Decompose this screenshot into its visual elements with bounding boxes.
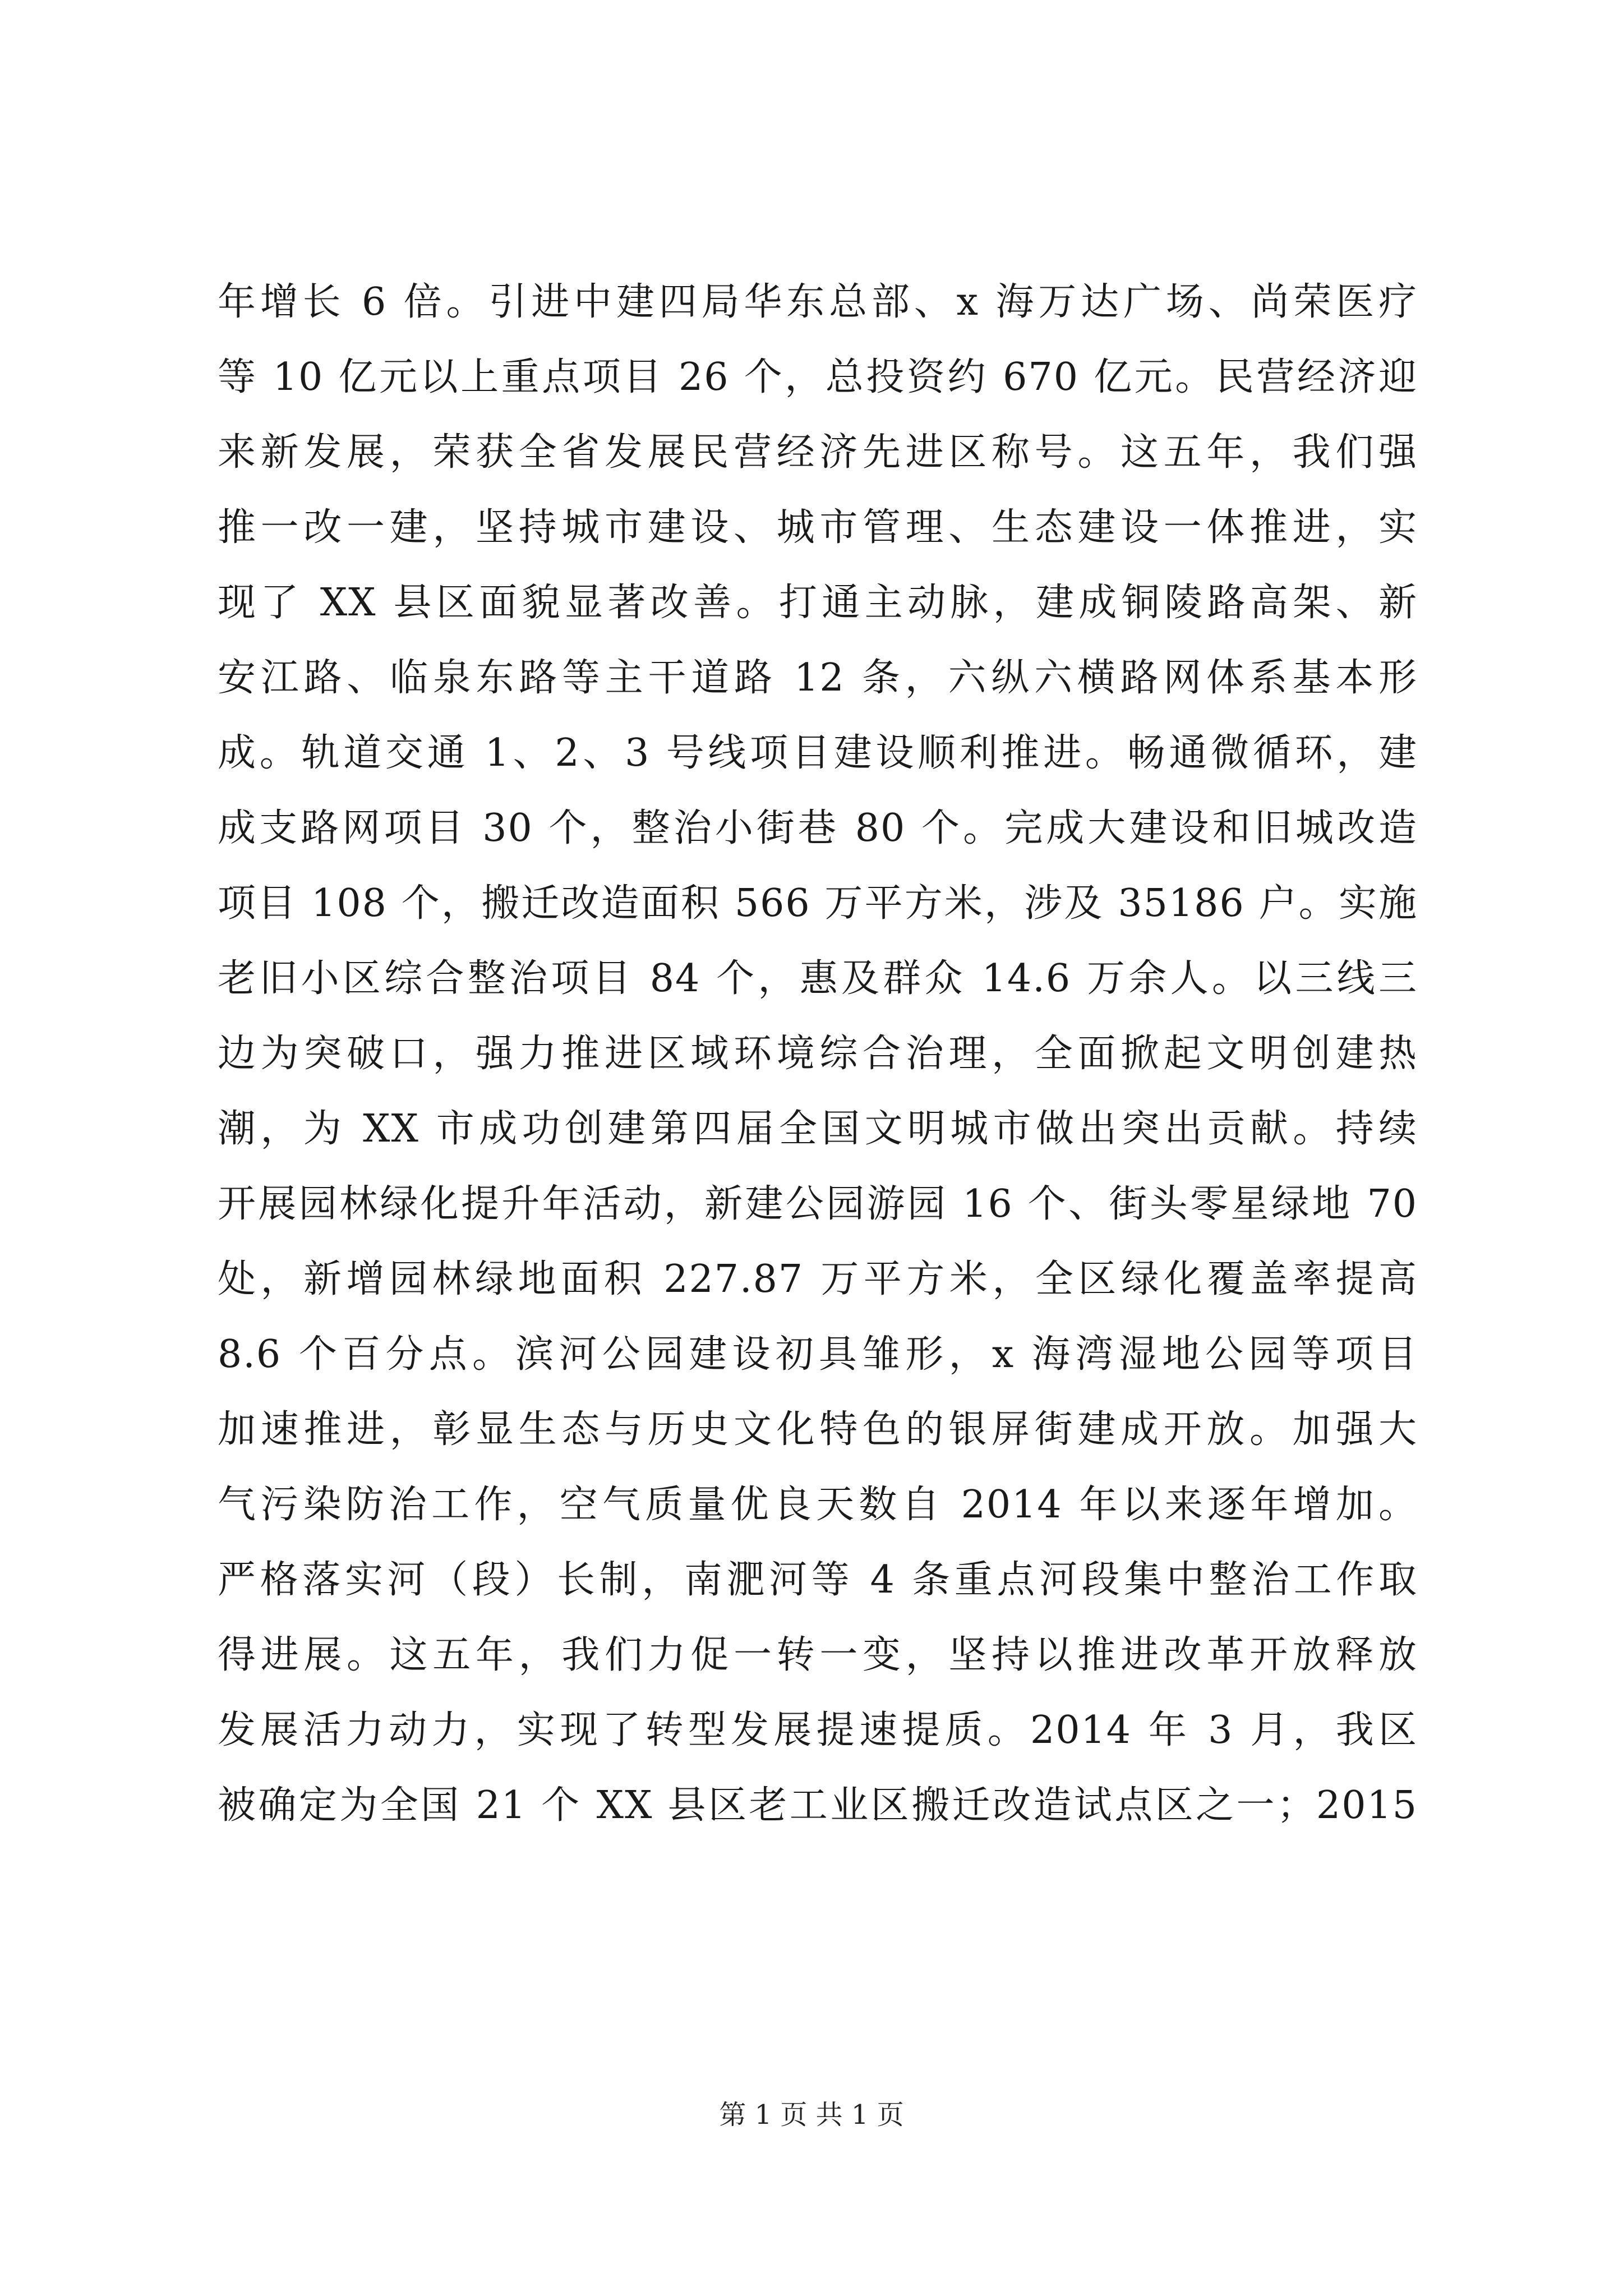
text-line: 边为突破口，强力推进区域环境综合治理，全面掀起文明创建热 [218, 1032, 1418, 1076]
text-line: 得进展。这五年，我们力促一转一变，坚持以推进改革开放释放 [218, 1633, 1418, 1677]
text-line: 现了 XX 县区面貌显著改善。打通主动脉，建成铜陵路高架、新 [218, 581, 1418, 625]
text-line: 发展活力动力，实现了转型发展提速提质。2014 年 3 月，我区 [218, 1708, 1418, 1752]
text-line: 等 10 亿元以上重点项目 26 个，总投资约 670 亿元。民营经济迎 [218, 355, 1418, 399]
text-line: 处，新增园林绿地面积 227.87 万平方米，全区绿化覆盖率提高 [218, 1257, 1418, 1301]
text-line: 严格落实河（段）长制，南淝河等 4 条重点河段集中整治工作取 [218, 1558, 1418, 1602]
text-line: 潮，为 XX 市成功创建第四届全国文明城市做出突出贡献。持续 [218, 1107, 1418, 1151]
page-number-label: 第 1 页 共 1 页 [719, 2099, 904, 2131]
text-line: 年增长 6 倍。引进中建四局华东总部、x 海万达广场、尚荣医疗 [218, 280, 1418, 324]
text-line: 气污染防治工作，空气质量优良天数自 2014 年以来逐年增加。 [218, 1483, 1418, 1527]
text-line: 8.6 个百分点。滨河公园建设初具雏形，x 海湾湿地公园等项目 [218, 1332, 1418, 1377]
text-line: 来新发展，荣获全省发展民营经济先进区称号。这五年，我们强 [218, 430, 1418, 475]
text-line: 老旧小区综合整治项目 84 个，惠及群众 14.6 万余人。以三线三 [218, 956, 1418, 1001]
text-line: 成支路网项目 30 个，整治小街巷 80 个。完成大建设和旧城改造 [218, 806, 1418, 850]
text-line: 开展园林绿化提升年活动，新建公园游园 16 个、街头零星绿地 70 [218, 1182, 1418, 1226]
document-body [218, 265, 1418, 1843]
page-footer [0, 2092, 1623, 2137]
text-line: 安江路、临泉东路等主干道路 12 条，六纵六横路网体系基本形 [218, 656, 1418, 700]
text-line: 成。轨道交通 1、2、3 号线项目建设顺利推进。畅通微循环，建 [218, 731, 1418, 775]
text-line: 加速推进，彰显生态与历史文化特色的银屏街建成开放。加强大 [218, 1407, 1418, 1452]
text-line: 项目 108 个，搬迁改造面积 566 万平方米，涉及 35186 户。实施 [218, 881, 1418, 926]
text-line: 被确定为全国 21 个 XX 县区老工业区搬迁改造试点区之一；2015 [218, 1783, 1418, 1828]
text-line: 推一改一建，坚持城市建设、城市管理、生态建设一体推进，实 [218, 505, 1418, 550]
